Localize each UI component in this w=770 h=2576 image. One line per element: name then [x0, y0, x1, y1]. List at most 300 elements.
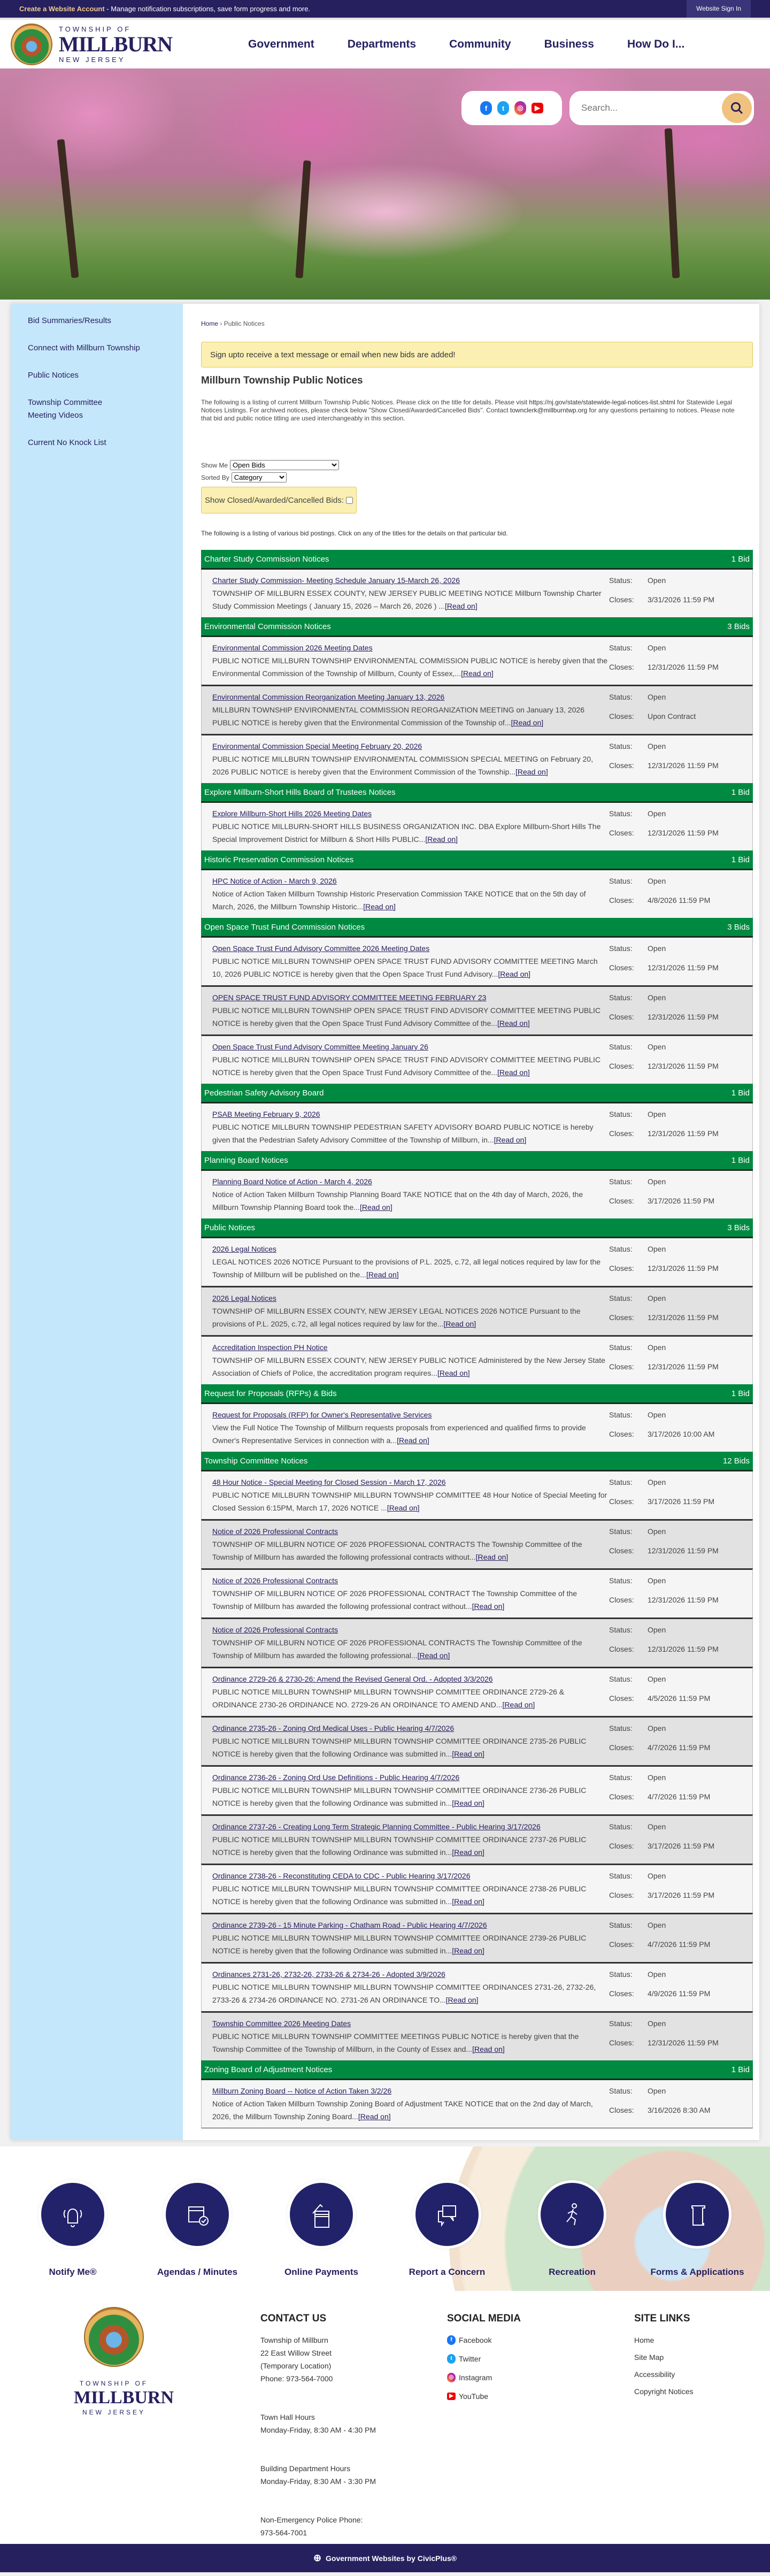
notice-main	[212, 2017, 609, 2056]
facebook-icon: f	[447, 2335, 456, 2345]
group-count: 1 Bid	[731, 1389, 750, 1398]
notice-summary: PUBLIC NOTICE MILLBURN TOWNSHIP OPEN SPACE TRUST FUND ADVISORY COMMITTEE MEETING March 10, 2026 PUBLIC NOTICE is hereby given that the Open Space Trust Fund Advisory...	[212, 957, 598, 978]
notice-title-link[interactable]: Explore Millburn-Short Hills 2026 Meeting Dates	[212, 809, 372, 818]
quick-link-scroll[interactable]	[644, 2180, 751, 2278]
notice-title-link[interactable]: Millburn Zoning Board -- Notice of Action Taken 3/2/26	[212, 2087, 392, 2095]
group-header	[201, 617, 753, 637]
signup-link[interactable]: Sign up	[210, 350, 237, 359]
status-label: Status:	[609, 809, 633, 818]
site-logo[interactable]	[59, 25, 172, 64]
police-phone: 973-564-7001	[260, 2528, 307, 2537]
notice-description	[212, 703, 609, 729]
facebook-label: Facebook	[459, 2336, 492, 2344]
notice-meta	[609, 1820, 714, 1859]
nav-government[interactable]: Government	[248, 37, 314, 50]
read-on-link[interactable]: [Read on]	[443, 1320, 476, 1328]
notice-item	[201, 1171, 753, 1218]
breadcrumb-home[interactable]: Home	[201, 320, 219, 327]
show-me-label: Show Me	[201, 461, 228, 469]
status-label: Status:	[609, 1576, 633, 1585]
read-on-link[interactable]: [Read on]	[472, 1602, 505, 1611]
status-value: Open	[648, 944, 666, 953]
footer-twitter-link[interactable]	[447, 2352, 521, 2365]
group-name: Planning Board Notices	[204, 1155, 288, 1165]
status-value: Open	[648, 693, 666, 701]
sidebar-item-committee-videos[interactable]: Township Committee Meeting Videos	[28, 398, 103, 420]
notice-title-link[interactable]: Open Space Trust Fund Advisory Committee Meeting January 26	[212, 1042, 428, 1051]
footer-seal	[84, 2307, 144, 2367]
closes-label: Closes:	[609, 1197, 634, 1205]
calendar-icon	[181, 2197, 213, 2232]
group-count: 1 Bid	[731, 2065, 750, 2074]
read-on-link[interactable]: [Read on]	[363, 902, 396, 911]
notice-meta	[609, 1525, 719, 1563]
notice-summary: LEGAL NOTICES 2026 NOTICE Pursuant to the provisions of P.L. 2025, c.72, all legal notices required by law for the Township of Millburn will be published on the...	[212, 1258, 601, 1279]
status-label: Status:	[609, 1773, 633, 1782]
closes-value: 12/31/2026 11:59 PM	[648, 1645, 719, 1653]
notice-title-link[interactable]: 2026 Legal Notices	[212, 1245, 276, 1253]
notice-item	[201, 870, 753, 918]
intro-text	[201, 398, 746, 423]
notice-description	[212, 1636, 609, 1662]
townclerk-email-link[interactable]: townclerk@millburntwp.org	[510, 407, 588, 414]
read-on-link[interactable]: [Read on]	[497, 1068, 530, 1077]
notice-main	[212, 641, 609, 680]
notice-item	[201, 1519, 753, 1568]
read-on-link[interactable]: [Read on]	[360, 1203, 392, 1212]
notice-item	[201, 570, 753, 617]
closes-label: Closes:	[609, 1940, 634, 1949]
quick-links	[0, 2146, 770, 2291]
building-hours-label: Building Department Hours	[260, 2464, 351, 2473]
notice-description	[212, 1882, 609, 1908]
closes-value: 3/17/2026 10:00 AM	[648, 1430, 715, 1438]
notice-summary: PUBLIC NOTICE MILLBURN TOWNSHIP MILLBURN TOWNSHIP COMMITTEE ORDINANCES 2731-26, 2732-26, 2733-26 & 2734-26 ORDINANCE NO. 2731-26 AN ORDINANCE TO...	[212, 1983, 596, 2004]
notice-group	[201, 783, 753, 850]
notice-title-link[interactable]: Ordinance 2736-26 - Zoning Ord Use Definitions - Public Hearing 4/7/2026	[212, 1773, 460, 1782]
notice-title-link[interactable]: Environmental Commission 2026 Meeting Dates	[212, 643, 373, 652]
contact-us	[260, 2312, 383, 2539]
notice-meta	[609, 1771, 710, 1810]
notice-main	[212, 991, 609, 1030]
notice-description	[212, 2097, 609, 2123]
closes-value: 12/31/2026 11:59 PM	[648, 761, 719, 770]
notice-title-link[interactable]: 48 Hour Notice - Special Meeting for Closed Session - March 17, 2026	[212, 1478, 446, 1486]
closes-label: Closes:	[609, 1430, 634, 1438]
closes-value: 4/7/2026 11:59 PM	[648, 1743, 711, 1752]
group-header	[201, 918, 753, 938]
status-label: Status:	[609, 1478, 633, 1486]
footer-logo[interactable]	[74, 2307, 174, 2416]
quick-link-credit-card[interactable]	[268, 2180, 375, 2278]
read-on-link[interactable]: [Read on]	[497, 1019, 530, 1028]
read-on-link[interactable]: [Read on]	[452, 1799, 484, 1807]
notice-title-link[interactable]: Environmental Commission Special Meeting February 20, 2026	[212, 742, 422, 750]
breadcrumb	[201, 320, 753, 327]
read-on-link[interactable]: [Read on]	[437, 1369, 470, 1377]
notice-title-link[interactable]: Notice of 2026 Professional Contracts	[212, 1576, 338, 1585]
read-on-link[interactable]: [Read on]	[387, 1504, 420, 1512]
civicplus-credit: Government Websites by CivicPlus®	[326, 2554, 457, 2563]
notice-title-link[interactable]: Open Space Trust Fund Advisory Committee 2026 Meeting Dates	[212, 944, 430, 953]
status-label: Status:	[609, 1294, 633, 1302]
group-header	[201, 2060, 753, 2080]
contact-line: (Temporary Location)	[260, 2362, 332, 2370]
quick-link-runner[interactable]	[519, 2180, 626, 2278]
notice-title-link[interactable]: Ordinance 2737-26 - Creating Long Term Strategic Planning Committee - Public Hearing 3/17/2026	[212, 1822, 541, 1831]
closes-label: Closes:	[609, 1062, 634, 1070]
notice-title-link[interactable]: Notice of 2026 Professional Contracts	[212, 1626, 338, 1634]
status-value: Open	[648, 2019, 666, 2028]
notice-description	[212, 1188, 609, 1214]
status-value: Open	[648, 1626, 666, 1634]
notice-title-link[interactable]: PSAB Meeting February 9, 2026	[212, 1110, 320, 1118]
township-seal-logo[interactable]	[11, 24, 52, 65]
status-value: Open	[648, 1675, 666, 1683]
notice-item	[201, 1962, 753, 2011]
status-value: Open	[648, 1872, 666, 1880]
notice-main	[212, 1722, 609, 1760]
footer-instagram-link[interactable]	[447, 2371, 521, 2384]
notice-group	[201, 2060, 753, 2128]
search-button[interactable]	[722, 93, 752, 123]
notice-main	[212, 807, 609, 846]
notice-title-link[interactable]: Environmental Commission Reorganization Meeting January 13, 2026	[212, 693, 445, 701]
closes-value: 4/7/2026 11:59 PM	[648, 1940, 711, 1949]
group-count: 1 Bid	[731, 855, 750, 864]
notice-summary: TOWNSHIP OF MILLBURN ESSEX COUNTY, NEW JERSEY PUBLIC MEETING NOTICE Millburn Township Charter Study Commission Meetings ( January 15, 2026 – March 26, 2026 ) ...	[212, 589, 602, 610]
notice-summary: PUBLIC NOTICE MILLBURN TOWNSHIP ENVIRONMENTAL COMMISSION SPECIAL MEETING on February 20, 2026 PUBLIC NOTICE is hereby given that the Environment Commission of the Township...	[212, 755, 594, 776]
search-input[interactable]	[581, 103, 722, 113]
notice-summary: Notice of Action Taken Millburn Township Historic Preservation Commission TAKE NOTICE that on the 5th day of March, 2026, the Millburn Township Historic...	[212, 890, 586, 911]
show-closed-checkbox[interactable]	[346, 497, 353, 504]
status-value: Open	[648, 877, 666, 885]
notice-description	[212, 887, 609, 913]
footer-facebook-link[interactable]	[447, 2334, 521, 2347]
notice-description	[212, 1685, 609, 1711]
nav-departments[interactable]: Departments	[347, 37, 417, 50]
notice-item	[201, 1913, 753, 1962]
status-label: Status:	[609, 1245, 633, 1253]
group-header	[201, 850, 753, 870]
instagram-icon[interactable]: ◎	[514, 101, 526, 115]
status-label: Status:	[609, 1527, 633, 1536]
notice-description	[212, 1004, 609, 1030]
status-label: Status:	[609, 993, 633, 1002]
notice-summary: PUBLIC NOTICE MILLBURN TOWNSHIP MILLBURN TOWNSHIP COMMITTEE 48 Hour Notice of Special Meeting for Closed Session 6:15PM, March 17, 2026 NOTICE ...	[212, 1491, 607, 1512]
read-on-link[interactable]: [Read on]	[358, 2112, 391, 2121]
group-count: 1 Bid	[731, 554, 750, 564]
footer	[0, 2291, 770, 2544]
read-on-link[interactable]: [Read on]	[366, 1270, 399, 1279]
alert-text: to receive a text message or email when new bids are added!	[237, 350, 456, 359]
quick-link-label: Online Payments	[284, 2267, 358, 2277]
notice-meta	[609, 1243, 719, 1281]
notice-group	[201, 1151, 753, 1218]
social-media	[447, 2312, 521, 2409]
notice-item	[201, 803, 753, 850]
notice-meta	[609, 1968, 710, 2006]
notice-title-link[interactable]: Ordinances 2731-26, 2732-26, 2733-26 & 2734-26 - Adopted 3/9/2026	[212, 1970, 445, 1979]
read-on-link[interactable]: [Read on]	[417, 1651, 450, 1660]
notice-group	[201, 1384, 753, 1452]
notice-meta	[609, 740, 719, 778]
nav-community[interactable]: Community	[449, 37, 511, 50]
sorted-by-label: Sorted By	[201, 473, 229, 481]
notice-meta	[609, 991, 719, 1030]
closes-value: 12/31/2026 11:59 PM	[648, 1362, 719, 1371]
notice-description	[212, 1735, 609, 1760]
notice-group	[201, 1218, 753, 1384]
breadcrumb-current: Public Notices	[224, 320, 265, 327]
notice-item	[201, 1471, 753, 1519]
quick-link-circle	[538, 2180, 606, 2249]
notice-main	[212, 1476, 609, 1514]
read-on-link[interactable]: [Read on]	[397, 1436, 429, 1445]
closes-label: Closes:	[609, 2106, 634, 2114]
notice-meta	[609, 1175, 714, 1214]
footer-link-copyright[interactable]: Copyright Notices	[634, 2387, 694, 2396]
status-label: Status:	[609, 1921, 633, 1929]
account-description: - Manage notification subscriptions, save form progress and more.	[104, 5, 311, 13]
closes-label: Closes:	[609, 1743, 634, 1752]
notice-item	[201, 1765, 753, 1814]
quick-link-circle	[163, 2180, 232, 2249]
search-box	[569, 91, 754, 125]
notice-title-link[interactable]: Township Committee 2026 Meeting Dates	[212, 2019, 351, 2028]
main-container	[11, 304, 759, 2140]
notice-item	[201, 734, 753, 783]
read-on-link[interactable]: [Read on]	[494, 1136, 527, 1144]
runner-icon	[556, 2197, 588, 2232]
closes-label: Closes:	[609, 712, 634, 720]
closes-value: 3/31/2026 11:59 PM	[648, 595, 715, 604]
status-label: Status:	[609, 576, 633, 585]
read-on-link[interactable]: [Read on]	[452, 1848, 484, 1857]
sidebar-item-bid-summaries[interactable]: Bid Summaries/Results	[28, 316, 111, 325]
closes-value: 12/31/2026 11:59 PM	[648, 1264, 719, 1272]
footer-youtube-link[interactable]	[447, 2390, 521, 2403]
closes-value: 12/31/2026 11:59 PM	[648, 2038, 719, 2047]
sign-in-button[interactable]: Website Sign In	[687, 0, 751, 18]
notice-groups	[201, 550, 753, 2128]
notice-title-link[interactable]: Request for Proposals (RFP) for Owner's Representative Services	[212, 1410, 432, 1419]
notice-summary: MILLBURN TOWNSHIP ENVIRONMENTAL COMMISSION REORGANIZATION MEETING on January 13, 2026 PUBLIC NOTICE is hereby given that the Environmental Commission of the Township of...	[212, 706, 585, 727]
twitter-icon[interactable]: t	[497, 101, 509, 115]
notice-group	[201, 850, 753, 918]
notice-title-link[interactable]: Accreditation Inspection PH Notice	[212, 1343, 328, 1352]
notice-summary: PUBLIC NOTICE MILLBURN-SHORT HILLS BUSINESS ORGANIZATION INC. DBA Explore Millburn-Short Hills The Special Improvement District for Millburn & Short Hills PUBLIC...	[212, 822, 601, 844]
notice-description	[212, 1833, 609, 1859]
group-header	[201, 1218, 753, 1238]
notice-description	[212, 1489, 609, 1514]
status-value: Open	[648, 1245, 666, 1253]
read-on-link[interactable]: [Read on]	[445, 1996, 479, 2004]
signup-alert	[201, 342, 753, 367]
notice-item	[201, 1335, 753, 1384]
search-icon	[730, 101, 744, 115]
hero-banner	[0, 68, 770, 300]
status-value: Open	[648, 1410, 666, 1419]
quick-link-circle	[287, 2180, 356, 2249]
closes-value: 3/17/2026 11:59 PM	[648, 1891, 715, 1899]
notice-description	[212, 1538, 609, 1563]
facebook-icon[interactable]: f	[480, 101, 492, 115]
notice-item	[201, 2080, 753, 2128]
civicplus-bar[interactable]	[0, 2544, 770, 2572]
notice-title-link[interactable]: Ordinance 2729-26 & 2730-26: Amend the Revised General Ord. - Adopted 3/3/2026	[212, 1675, 493, 1683]
read-on-link[interactable]: [Read on]	[461, 669, 494, 678]
read-on-link[interactable]: [Read on]	[502, 1700, 535, 1709]
closes-label: Closes:	[609, 1129, 634, 1138]
notice-meta	[609, 1623, 719, 1662]
hall-hours-label: Town Hall Hours	[260, 2413, 315, 2421]
status-label: Status:	[609, 2019, 633, 2028]
notice-main	[212, 1525, 609, 1563]
notice-item	[201, 1814, 753, 1864]
quick-link-circle	[413, 2180, 481, 2249]
notice-summary: PUBLIC NOTICE MILLBURN TOWNSHIP MILLBURN TOWNSHIP COMMITTEE ORDINANCE 2736-26 PUBLIC NOTICE is hereby given that the following Ordinance was submitted in...	[212, 1786, 587, 1807]
quick-link-label: Report a Concern	[409, 2267, 486, 2277]
youtube-icon[interactable]: ▶	[532, 103, 543, 113]
notice-main	[212, 1243, 609, 1281]
sidebar-item-public-notices[interactable]: Public Notices	[28, 371, 79, 380]
notice-title-link[interactable]: Ordinance 2735-26 - Zoning Ord Medical Uses - Public Hearing 4/7/2026	[212, 1724, 455, 1732]
intro-part: for any questions pertaining to notices. Please note that bid and public notice titling are used interchangeably in this section.	[201, 407, 735, 422]
closes-label: Closes:	[609, 595, 634, 604]
closes-value: 4/8/2026 11:59 PM	[648, 896, 711, 904]
read-on-link[interactable]: [Read on]	[452, 1946, 484, 1955]
closes-label: Closes:	[609, 1989, 634, 1998]
notice-main	[212, 1040, 609, 1079]
contact-line: Township of Millburn	[260, 2336, 328, 2344]
status-label: Status:	[609, 1042, 633, 1051]
closes-label: Closes:	[609, 1546, 634, 1555]
notice-summary: TOWNSHIP OF MILLBURN ESSEX COUNTY, NEW JERSEY PUBLIC NOTICE Administered by the New Jersey State Association of Chiefs of Police, the accreditation program requires...	[212, 1356, 605, 1377]
group-name: Public Notices	[204, 1223, 256, 1232]
notice-title-link[interactable]: HPC Notice of Action - March 9, 2026	[212, 877, 337, 885]
read-on-link[interactable]: [Read on]	[452, 1750, 484, 1758]
read-on-link[interactable]: [Read on]	[445, 602, 478, 610]
notice-item	[201, 1617, 753, 1667]
footer-link-home[interactable]: Home	[634, 2336, 654, 2344]
intro-part: The following is a listing of current Millburn Township Public Notices. Please click on the title for details. Please visit	[201, 398, 529, 406]
group-header	[201, 550, 753, 570]
closes-label: Closes:	[609, 1313, 634, 1322]
read-on-link[interactable]: [Read on]	[472, 2045, 505, 2053]
notice-title-link[interactable]: OPEN SPACE TRUST FUND ADVISORY COMMITTEE MEETING FEBRUARY 23	[212, 993, 487, 1002]
status-value: Open	[648, 2087, 666, 2095]
status-value: Open	[648, 1921, 666, 1929]
create-account-link[interactable]: Create a Website Account	[19, 5, 105, 13]
quick-link-label: Forms & Applications	[650, 2267, 744, 2277]
closes-value: 12/31/2026 11:59 PM	[648, 1013, 719, 1021]
status-label: Status:	[609, 1970, 633, 1979]
read-on-link[interactable]: [Read on]	[425, 835, 458, 844]
statewide-notices-link[interactable]: https://nj.gov/state/statewide-legal-notices-list.shtml	[529, 398, 675, 406]
status-value: Open	[648, 576, 666, 585]
contact-line: 22 East Willow Street	[260, 2349, 332, 2357]
read-on-link[interactable]: [Read on]	[498, 970, 531, 978]
closes-label: Closes:	[609, 1792, 634, 1801]
show-closed-box	[201, 487, 357, 513]
status-label: Status:	[609, 1410, 633, 1419]
notice-title-link[interactable]: 2026 Legal Notices	[212, 1294, 276, 1302]
notice-meta	[609, 1869, 714, 1908]
group-header	[201, 783, 753, 803]
notice-description	[212, 1121, 609, 1146]
notice-group	[201, 550, 753, 617]
notice-description	[212, 955, 609, 980]
notice-main	[212, 1408, 609, 1447]
notice-title-link[interactable]: Charter Study Commission- Meeting Schedule January 15-March 26, 2026	[212, 576, 460, 585]
status-value: Open	[648, 1110, 666, 1118]
quick-link-calendar[interactable]	[144, 2180, 251, 2278]
quick-link-chat-bubbles[interactable]	[394, 2180, 500, 2278]
notice-title-link[interactable]: Ordinance 2739-26 - 15 Minute Parking - Chatham Road - Public Hearing 4/7/2026	[212, 1921, 487, 1929]
group-count: 1 Bid	[731, 1088, 750, 1098]
notice-main	[212, 1175, 609, 1214]
closes-label: Closes:	[609, 1362, 634, 1371]
nav-how-do-i[interactable]: How Do I...	[627, 37, 685, 50]
sidebar-item-no-knock-list[interactable]: Current No Knock List	[28, 438, 106, 447]
footer-link-site-map[interactable]: Site Map	[634, 2353, 664, 2362]
read-on-link[interactable]: [Read on]	[452, 1897, 484, 1906]
notice-item	[201, 1667, 753, 1716]
notice-title-link[interactable]: Ordinance 2738-26 - Reconstituting CEDA to CDC - Public Hearing 3/17/2026	[212, 1872, 471, 1880]
sorted-by-select[interactable]	[232, 472, 287, 482]
read-on-link[interactable]: [Read on]	[475, 1553, 509, 1561]
notice-title-link[interactable]: Notice of 2026 Professional Contracts	[212, 1527, 338, 1536]
read-on-link[interactable]: [Read on]	[511, 718, 544, 727]
closes-label: Closes:	[609, 1891, 634, 1899]
closes-value: 3/17/2026 11:59 PM	[648, 1842, 715, 1850]
twitter-icon: t	[447, 2354, 456, 2364]
read-on-link[interactable]: [Read on]	[515, 768, 548, 776]
status-value: Open	[648, 809, 666, 818]
status-label: Status:	[609, 2087, 633, 2095]
closes-value: 12/31/2026 11:59 PM	[648, 1546, 719, 1555]
notice-main	[212, 2084, 609, 2123]
status-value: Open	[648, 643, 666, 652]
credit-card-icon	[305, 2197, 337, 2232]
notice-main	[212, 1673, 609, 1711]
nav-business[interactable]: Business	[544, 37, 594, 50]
notice-item	[201, 938, 753, 985]
closes-value: 12/31/2026 11:59 PM	[648, 663, 719, 671]
status-label: Status:	[609, 643, 633, 652]
footer-link-accessibility[interactable]: Accessibility	[634, 2370, 675, 2379]
group-count: 3 Bids	[727, 622, 750, 631]
status-label: Status:	[609, 1724, 633, 1732]
filters	[201, 460, 753, 513]
show-me-select[interactable]	[230, 460, 339, 470]
closes-value: 12/31/2026 11:59 PM	[648, 829, 719, 837]
closes-value: 4/5/2026 11:59 PM	[648, 1694, 711, 1703]
notice-summary: View the Full Notice The Township of Millburn requests proposals from experienced and qualified firms to provide Owner's Representative Services in connection with a...	[212, 1423, 586, 1445]
quick-link-bell[interactable]	[19, 2180, 126, 2278]
closes-label: Closes:	[609, 1596, 634, 1604]
notice-meta	[609, 1040, 719, 1079]
notice-main	[212, 1623, 609, 1662]
status-label: Status:	[609, 944, 633, 953]
notice-description	[212, 1981, 609, 2006]
status-label: Status:	[609, 1822, 633, 1831]
sidebar-item-connect[interactable]: Connect with Millburn Township	[28, 343, 140, 352]
notice-title-link[interactable]: Planning Board Notice of Action - March 4, 2026	[212, 1177, 372, 1186]
notice-group	[201, 1452, 753, 2060]
closes-label: Closes:	[609, 896, 634, 904]
